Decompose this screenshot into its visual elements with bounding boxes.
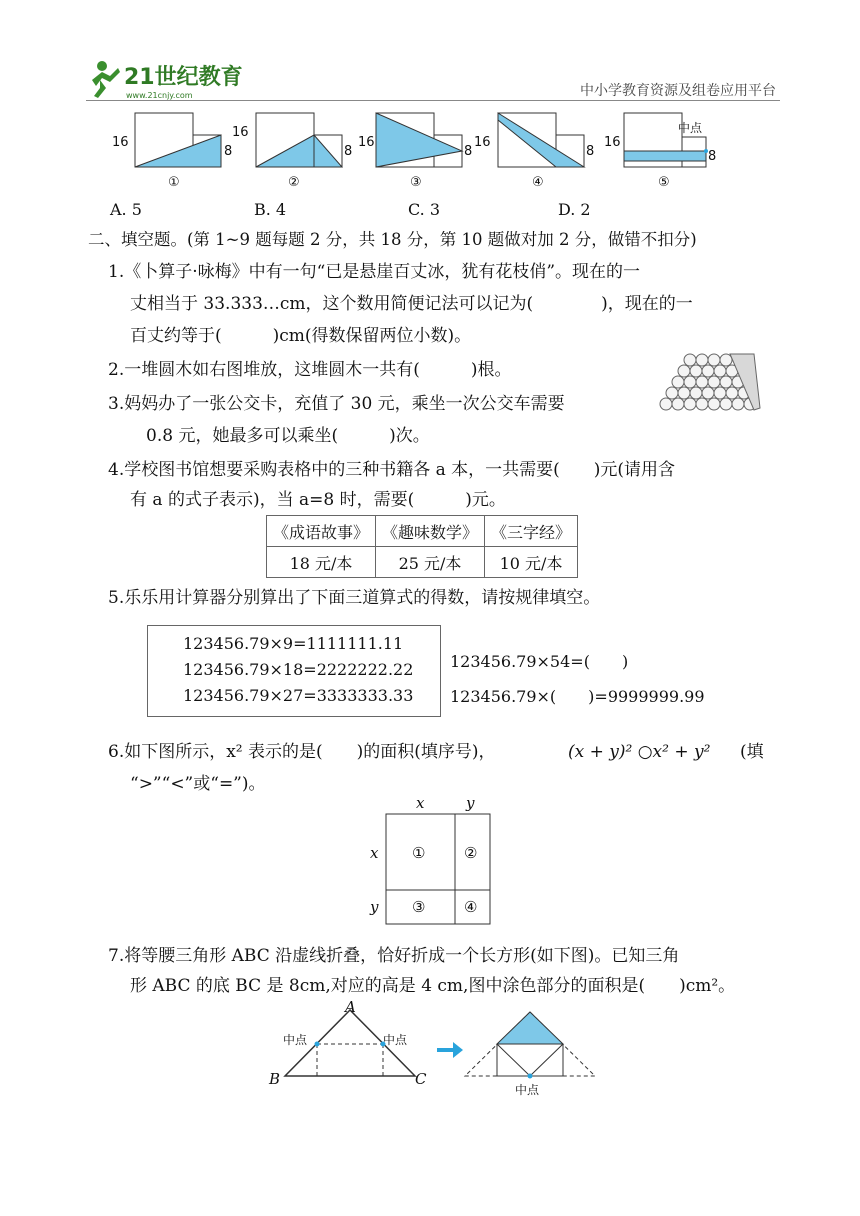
svg-text:16: 16: [358, 135, 375, 150]
log-end: [684, 354, 696, 366]
q6-line2: “>”“<”或“=”)。: [130, 774, 266, 794]
log-end: [714, 365, 726, 377]
svg-text:8: 8: [708, 149, 717, 164]
q7-line1: 7.将等腰三角形 ABC 沿虚线折叠，恰好折成一个长方形(如下图)。已知三角: [108, 946, 680, 966]
log-end: [666, 387, 678, 399]
calc-line: 123456.79×27=3333333.33: [183, 686, 414, 705]
log-end: [696, 376, 708, 388]
svg-text:中点: 中点: [515, 1083, 540, 1097]
header-divider: [86, 100, 780, 101]
log-end: [732, 398, 744, 410]
svg-text:①: ①: [412, 844, 426, 862]
svg-text:②: ②: [464, 844, 478, 862]
site-logo: [88, 58, 258, 102]
square-diagram: [360, 792, 500, 930]
logo-url: www.21cnjy.com: [126, 91, 193, 100]
q1-line3: 百丈约等于( )cm(得数保留两位小数)。: [130, 326, 472, 346]
figure-1: [112, 113, 232, 190]
table-header: 《三字经》: [485, 516, 578, 547]
svg-text:③: ③: [412, 898, 426, 916]
svg-text:16: 16: [474, 135, 491, 150]
option-c: C. 3: [408, 200, 441, 219]
svg-text:y: y: [370, 898, 379, 916]
calc-line: 123456.79×18=2222222.22: [183, 660, 414, 679]
log-end: [726, 387, 738, 399]
option-b: B. 4: [254, 200, 287, 219]
log-end: [672, 398, 684, 410]
svg-text:8: 8: [464, 144, 473, 159]
log-end: [714, 387, 726, 399]
svg-text:②: ②: [288, 175, 300, 190]
log-end: [696, 354, 708, 366]
svg-text:8: 8: [586, 144, 595, 159]
figure-3: [358, 113, 472, 190]
q4-line2: 有 a 的式子表示)，当 a=8 时，需要( )元。: [130, 490, 506, 510]
book-price-table: [266, 515, 578, 578]
calc-line: 123456.79×9=1111111.11: [183, 634, 404, 653]
q7-line2: 形 ABC 的底 BC 是 8cm,对应的高是 4 cm,图中涂色部分的面积是( )cm²。: [130, 976, 736, 996]
svg-text:④: ④: [532, 175, 544, 190]
log-end: [720, 398, 732, 410]
log-end: [720, 354, 732, 366]
svg-text:④: ④: [464, 898, 478, 916]
option-a: A. 5: [110, 200, 142, 219]
log-end: [702, 387, 714, 399]
log-end: [690, 387, 702, 399]
svg-text:16: 16: [604, 135, 621, 150]
q3-line1: 3.妈妈办了一张公交卡，充值了 30 元，乘坐一次公交车需要: [108, 394, 565, 414]
logo-text: 21世纪教育: [124, 65, 243, 90]
figure-2: [232, 113, 352, 190]
svg-text:8: 8: [224, 144, 233, 159]
log-end: [678, 387, 690, 399]
log-end: [684, 398, 696, 410]
table-header: 《趣味数学》: [376, 516, 485, 547]
svg-text:16: 16: [112, 135, 129, 150]
top-figures: [110, 108, 730, 193]
svg-text:B: B: [269, 1070, 281, 1088]
q4-line1: 4.学校图书馆想要采购表格中的三种书籍各 a 本，一共需要( )元(请用含: [108, 460, 676, 480]
svg-text:x: x: [416, 794, 425, 812]
table-cell: 25 元/本: [376, 547, 485, 578]
svg-text:③: ③: [410, 175, 422, 190]
log-end: [678, 365, 690, 377]
table-header: 《成语故事》: [267, 516, 376, 547]
option-d: D. 2: [558, 200, 591, 219]
q1-line2: 丈相当于 33.333…cm，这个数用简便记法可以记为( )，现在的一: [130, 294, 693, 314]
calculation-box: [147, 625, 441, 717]
svg-text:中点: 中点: [678, 121, 703, 135]
svg-text:中点: 中点: [383, 1033, 408, 1047]
triangle-folding-figure: [265, 998, 625, 1104]
q5-fill1: 123456.79×54=( ): [450, 652, 629, 671]
log-end: [702, 365, 714, 377]
log-end: [690, 365, 702, 377]
q6-line1a: 6.如下图所示，x² 表示的是( )的面积(填序号)，: [108, 742, 496, 762]
svg-text:中点: 中点: [283, 1033, 308, 1047]
log-end: [708, 376, 720, 388]
log-end: [684, 376, 696, 388]
log-end: [672, 376, 684, 388]
figure-5: [604, 113, 716, 190]
log-pile-figure: [656, 350, 762, 412]
log-end: [696, 398, 708, 410]
log-end: [708, 398, 720, 410]
svg-text:x: x: [370, 844, 379, 862]
log-end: [660, 398, 672, 410]
svg-text:16: 16: [232, 125, 249, 140]
svg-text:8: 8: [344, 144, 353, 159]
svg-text:C: C: [415, 1070, 427, 1088]
q2-line1: 2.一堆圆木如右图堆放，这堆圆木一共有( )根。: [108, 360, 512, 380]
q1-line1: 1.《卜算子·咏梅》中有一句“已是悬崖百丈冰，犹有花枝俏”。现在的一: [108, 262, 641, 282]
svg-text:①: ①: [168, 175, 180, 190]
brand-text: 中小学教育资源及组卷应用平台: [580, 83, 776, 99]
q6-line1c: (填: [740, 742, 764, 762]
table-cell: 10 元/本: [485, 547, 578, 578]
section-title: 二、填空题。(第 1~9 题每题 2 分，共 18 分，第 10 题做对加 2 分，做错不扣分): [88, 230, 697, 249]
log-end: [720, 376, 732, 388]
svg-text:y: y: [466, 794, 475, 812]
log-end: [708, 354, 720, 366]
svg-text:A: A: [345, 998, 356, 1016]
q3-line2: 0.8 元，她最多可以乘坐( )次。: [146, 426, 430, 446]
table-cell: 18 元/本: [267, 547, 376, 578]
q5-line1: 5.乐乐用计算器分别算出了下面三道算式的得数，请按规律填空。: [108, 588, 601, 608]
q6-expression: (x + y)² ○x² + y²: [568, 742, 711, 762]
figure-4: [474, 113, 594, 190]
svg-text:⑤: ⑤: [658, 175, 670, 190]
q5-fill2: 123456.79×( )=9999999.99: [450, 687, 705, 706]
